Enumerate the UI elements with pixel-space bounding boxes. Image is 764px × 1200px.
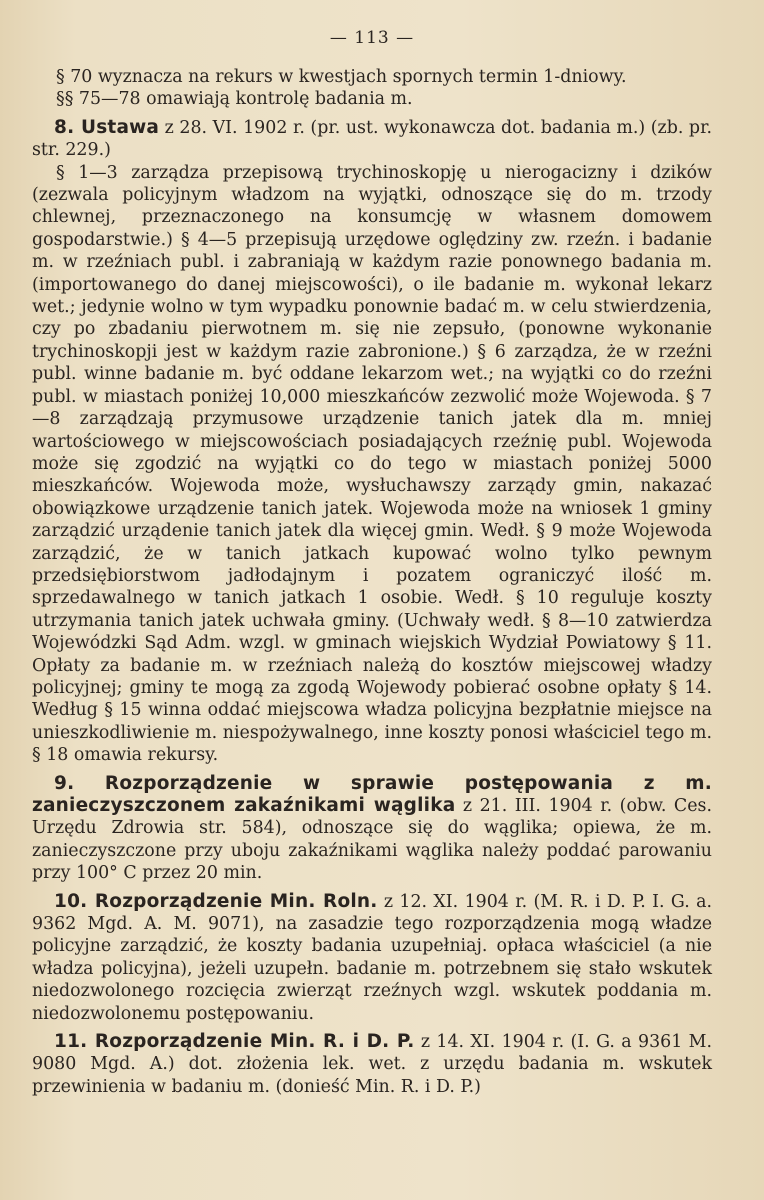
section-11-paragraph bbox=[32, 1031, 712, 1098]
section-8 bbox=[32, 117, 712, 767]
section-10-heading: 10. Rozporządzenie Min. Roln. bbox=[54, 890, 378, 912]
section-10-heading-rest: z 12. XI. 1904 r. (M. R. i D. P. I. G. a. 9362 Mgd. A. M. 9071), na zasadzie tego rozporządzenia mogą władze policyjne zarządzić, że koszty badania uzupełniaj. opłaca właściciel (a nie władza policyjna), jeżeli uzupełn. badanie m. potrzebnem się stało wskutek niedozwolonego rozcięcia zwierząt rzeźnych wzgl. wskutek poddania m. niedozwolonemu postępowaniu. bbox=[32, 891, 712, 1024]
section-10-paragraph bbox=[32, 891, 712, 1025]
section-8-body: § 1—3 zarządza przepisową trychinoskopję u nierogacizny i dzików (zezwala policyjnym władzom na wyjątki, odnoszące się do m. trzody chlewnej, przeznaczonego na konsumcję w własnem domowem gospodarstwie.) § 4—5 przepisują urzędowe oględziny zw. rzeźn. i badanie m. w rzeźniach publ. i zabraniają w każdym razie ponownego badania m. (importowanego do danej miejscowości), o ile badanie m. wykonał lekarz wet.; jedynie wolno w tym wypadku ponownie badać m. w celu stwierdzenia, czy po zbadaniu pierwotnem m. się nie zepsuło, (ponowne wykonanie trychinoskopji jest w każdym razie zabronione.) § 6 zarządza, że w rzeźni publ. winne badanie m. być oddane lekarzom wet.; na wyjątki co do rzeźni publ. w miastach poniżej 10,000 mieszkańców zezwolić może Wojewoda. § 7—8 zarządzają przymusowe urządzenie tanich jatek dla m. mniej wartościowego w miejscowościach posiadających rzeźnię publ. Wojewoda może się zgodzić na wyjątki co do tego w miastach poniżej 5000 mieszkańców. Wojewoda może, wysłuchawszy zarządy gmin, nakazać obowiązkowe urządzenie tanich jatek. Wojewoda może na wniosek 1 gminy zarządzić urządenie tanich jatek dla więcej gmin. Wedł. § 9 może Wojewoda zarządzić, że w tanich jatkach kupować wolno tylko pewnym przedsiębiorstwom jadłodajnym i pozatem ograniczyć ilość m. sprzedawalnego w tanich jatkach 1 osobie. Wedł. § 10 reguluje koszty utrzymania tanich jatek uchwała gminy. (Uchwały wedł. § 8—10 zatwierdza Wojewódzki Sąd Adm. wzgl. w gminach wiejskich Wydział Powiatowy § 11. Opłaty za badanie m. w rzeźniach należą do kosztów miejscowej władzy policyjnej; gminy te mogą za zgodą Wojewody pobierać osobne opłaty § 14. Według § 15 winna oddać miejscowa władza policyjna bezpłatnie miejsce na unieszkodliwienie m. niespożywalnego, inne koszty ponosi właściciel tego m. § 18 omawia rekursy. bbox=[32, 162, 712, 766]
section-8-heading-rest: z 28. VI. 1902 r. (pr. ust. wykonawcza dot. badania m.) (zb. pr. str. 229.) bbox=[32, 117, 712, 161]
intro-line-2: §§ 75—78 omawiają kontrolę badania m. bbox=[56, 89, 413, 110]
section-11-heading: 11. Rozporządzenie Min. R. i D. P. bbox=[54, 1031, 415, 1053]
section-10 bbox=[32, 891, 712, 1025]
section-11 bbox=[32, 1031, 712, 1098]
section-9-heading-rest: z 21. III. 1904 r. (obw. Ces. Urzędu Zdrowia str. 584), odnoszące się do wąglika; opiewa, że m. zanieczyszczone przy uboju zakaźnikami wąglika należy poddać parowaniu przy 100° C przez 20 min. bbox=[32, 796, 712, 884]
section-11-heading-rest: z 14. XI. 1904 r. (I. G. a 9361 M. 9080 Mgd. A.) dot. złożenia lek. wet. z urzędu badania m. wskutek przewinienia w badaniu m. (donieść Min. R. i D. P.) bbox=[32, 1032, 712, 1097]
section-9-paragraph bbox=[32, 773, 712, 885]
intro-line-1: § 70 wyznacza na rekurs w kwestjach spornych termin 1-dniowy. bbox=[56, 67, 627, 87]
section-8-heading: 8. Ustawa bbox=[54, 116, 160, 138]
page-number: — 113 — bbox=[329, 28, 415, 48]
section-9 bbox=[32, 773, 712, 885]
section-9-heading: 9. Rozporządzenie w sprawie postępowania z m. zanieczyszczonem zakaźnikami wąglika bbox=[32, 772, 712, 816]
section-8-title-paragraph bbox=[32, 117, 712, 162]
